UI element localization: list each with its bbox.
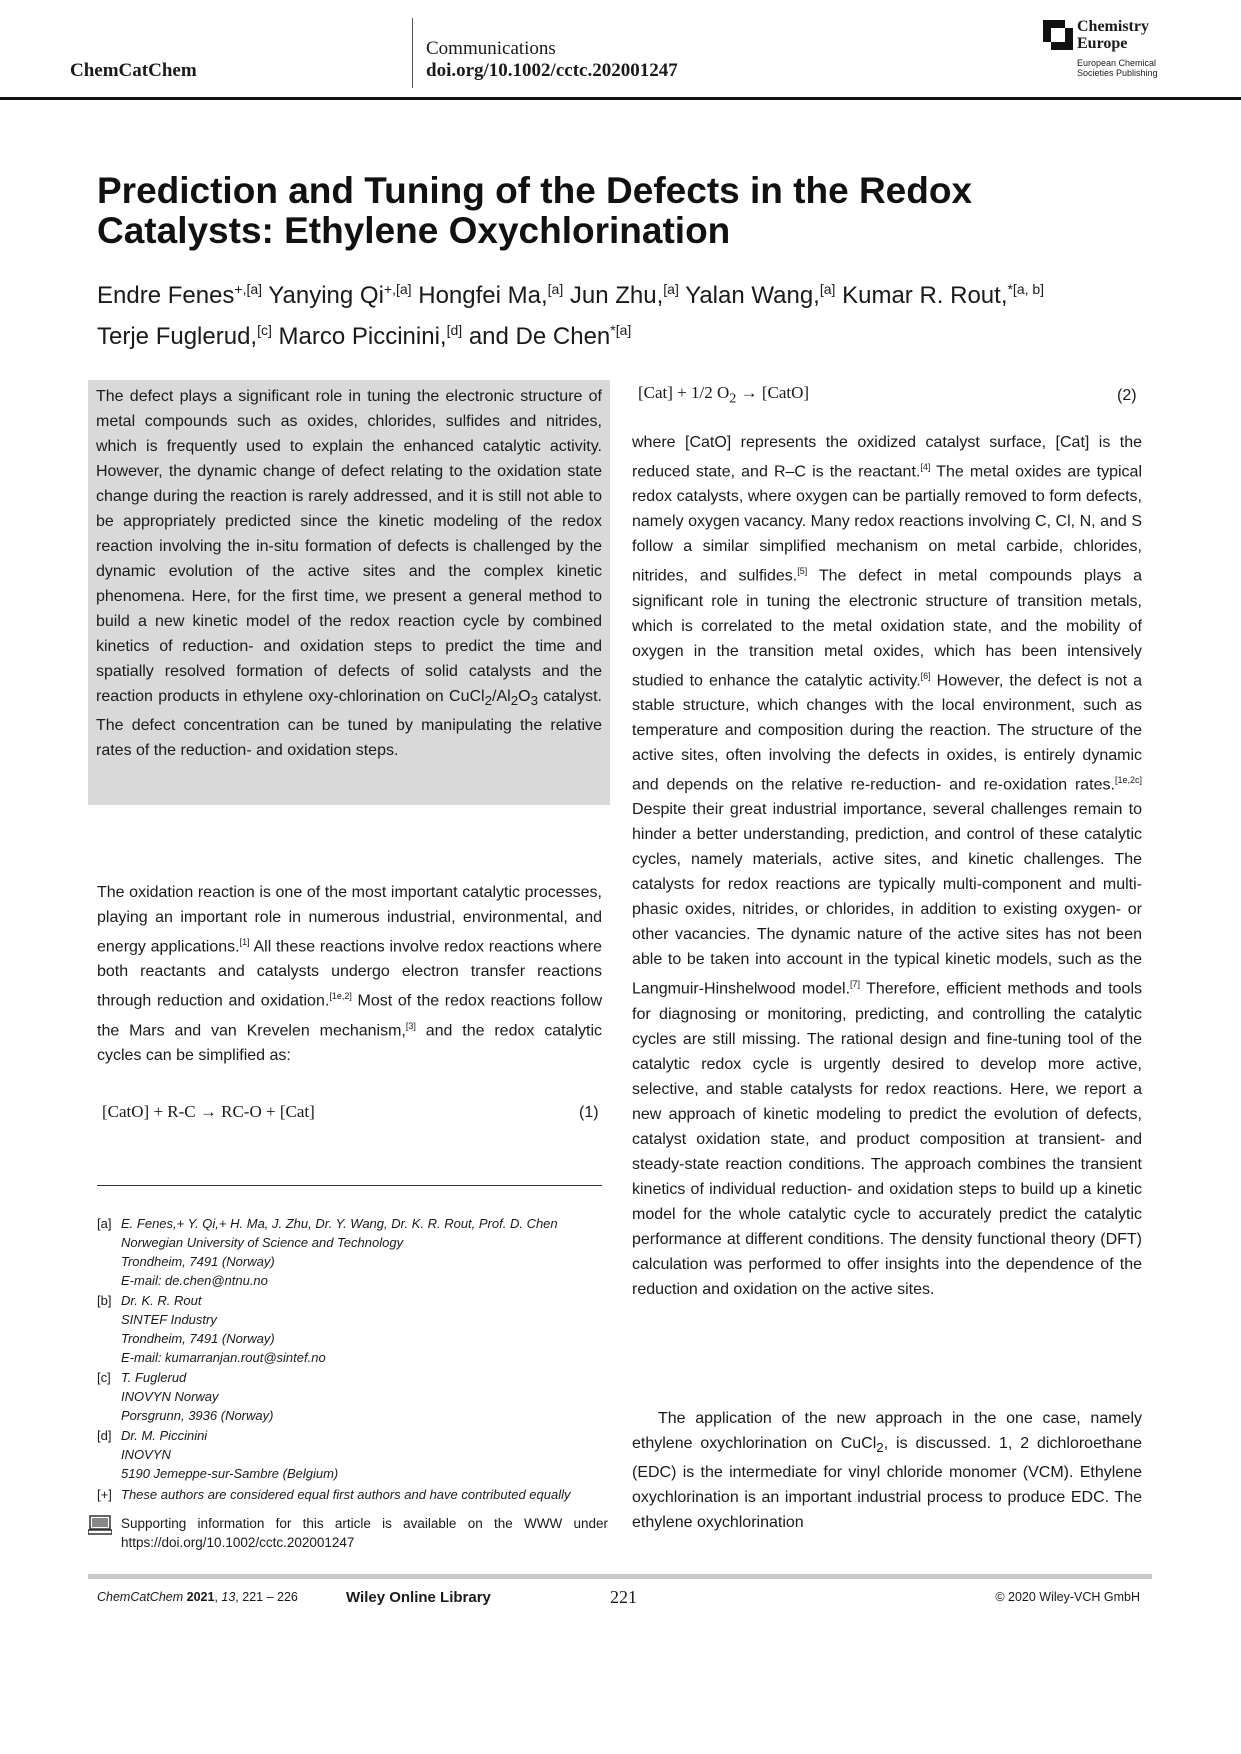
abstract-text: The defect plays a significant role in tuning the electronic structure of metal compounds such as oxides, chlorides, sulfides and nitrides, which is frequently used to explain the enhanced catalytic activity. However, the dynamic change of defect relating to the oxidation state change during the reaction is rarely addressed, and it is still not able to be appropriately predicted since the kinetic modeling of the redox reaction involving the in-situ formation of defects is challenged by the dynamic evolution of the active sites and the complex kinetic phenomena. Here, for the first time, we present a general method to build a new kinetic model of the redox reaction cycle by combined kinetics of reduction- and oxidation steps to predict the time and spatially resolved formation of defects of solid catalysts and the reaction products in ethylene oxy-chlorination on $CuCl_2/Al_2O_3$ catalyst. The defect concentration can be tuned by manipulating the relative rates of the reduction- and oxidation steps.	[96, 388, 602, 760]
author-name: and De Chen	[468, 323, 611, 350]
logo-subline-2: Societies Publishing	[1077, 68, 1158, 78]
citation[interactable]: [4]	[920, 462, 931, 472]
author-affiliation-mark: [d]	[446, 322, 463, 338]
computer-icon	[88, 1515, 112, 1535]
abstract-box	[88, 380, 610, 805]
logo-line-2: Europe	[1077, 35, 1128, 52]
author-list	[97, 272, 1157, 354]
citation[interactable]: [1e,2c]	[1114, 774, 1142, 785]
citation-line: ChemCatChem 2021, 13, 221 – 226	[97, 1590, 298, 1604]
journal-name: ChemCatChem	[70, 60, 197, 81]
author-name: Hongfei Ma,	[418, 282, 548, 309]
author-name: Kumar R. Rout,	[842, 282, 1008, 309]
equation-1: [CatO] + R-C → RC-O + [Cat]	[102, 1102, 315, 1121]
footnote	[97, 1291, 607, 1367]
page-number: 221	[610, 1587, 637, 1607]
doi-link[interactable]: doi.org/10.1002/cctc.202001247	[426, 60, 678, 81]
footnote-line: Porsgrunn, 3936 (Norway)	[121, 1408, 274, 1423]
footnote-line: INOVYN Norway	[121, 1389, 219, 1404]
footnote-label: [a]	[97, 1216, 112, 1231]
logo-subline-1: European Chemical	[1077, 58, 1157, 68]
citation[interactable]: [5]	[797, 566, 808, 577]
author-name: Marco Piccinini,	[278, 323, 447, 350]
footnote-line: SINTEF Industry	[121, 1312, 217, 1327]
footnote-line: 5190 Jemeppe-sur-Sambre (Belgium)	[121, 1466, 339, 1481]
author-name: Endre Fenes	[97, 282, 235, 309]
footnote-line[interactable]: E-mail: de.chen@ntnu.no	[121, 1273, 268, 1288]
footnote-label: [+]	[97, 1487, 112, 1502]
header-rule	[0, 97, 1241, 100]
footnote	[97, 1426, 607, 1483]
equation-1-number: (1)	[579, 1104, 599, 1121]
footnote-line: Trondheim, 7491 (Norway)	[121, 1254, 275, 1269]
author-affiliation-mark: [c]	[257, 322, 272, 338]
author-affiliation-mark: [a]	[547, 281, 564, 297]
chemistry-europe-logo	[1043, 18, 1223, 78]
wiley-online-library-link[interactable]: Wiley Online Library	[346, 1589, 491, 1606]
footnote-line: Norwegian University of Science and Technology	[121, 1235, 404, 1250]
footer-rule	[88, 1574, 1152, 1579]
author-affiliation-mark: [a]	[819, 281, 836, 297]
footnote-line: T. Fuglerud	[121, 1370, 187, 1385]
author-name: Yalan Wang,	[685, 282, 820, 309]
author-affiliation-mark: +,[a]	[234, 281, 263, 297]
footnote	[97, 1368, 607, 1425]
citation[interactable]: [6]	[920, 670, 931, 681]
footnote-line: Dr. K. R. Rout	[121, 1293, 202, 1308]
footnote-line: Dr. M. Piccinini	[121, 1428, 208, 1443]
footnote-label: [c]	[97, 1370, 111, 1385]
body-paragraph-right-2: The application of the new approach in the one case, namely ethylene oxychlorination on CuCl$_2$, is discussed. 1, 2 dichloroethane (EDC) is the intermediate for vinyl chloride monomer (VCM). Ethylene oxychlorination is an important industrial process to produce EDC. The ethylene oxychlorination	[632, 1410, 1142, 1532]
author-affiliation-mark: *[a, b]	[1007, 281, 1045, 297]
footnote-label: [b]	[97, 1293, 112, 1308]
footnote	[97, 1214, 607, 1290]
body-paragraph-right: where [CatO] represents the oxidized catalyst surface, [Cat] is the reduced state, and R–C is the reactant.[4] The metal oxides are typical redox catalysts, where oxygen can be partially removed to form defects, namely oxygen vacancy. Many redox reactions involving C, Cl, N, and S follow a similar simplified mechanism on metal carbide, chlorides, nitrides, and sulfides.[5] The defect in metal compounds plays a significant role in tuning the electronic structure of transition metals, which is correlated to the metal oxidation state, and the mobility of oxygen in the transition metal oxides, which has been intensively studied to enhance the catalytic activity.[6] However, the defect is not a stable structure, which changes with the local environment, such as temperature and composition during the reaction. The structure of the active sites, often involving the defects in oxides, is entirely dynamic and depends on the relative re-reduction- and re-oxidation rates.[1e,2c] Despite their great industrial importance, several challenges remain to hinder a better understanding, prediction, and control of these catalytic cycles, namely materials, active sites, and kinetic challenges. The catalysts for redox reactions are typically multi-component and multi-phasic oxides, nitrides, or chlorides, in addition to existing oxygen- or other vacancies. The dynamic nature of the active sites has not been able to be taken into account in the typical kinetic models, such as the Langmuir-Hinshelwood model.[7] Therefore, efficient methods and tools for diagnosing or monitoring, predicting, and controlling the catalytic cycles are still missing. The rational design and fine-tuning tool of the catalytic redox cycle is urgently desired to develop more active, selective, and stable catalysts for redox reactions. Here, we report a new approach of kinetic modeling to predict the evolution of defects, catalyst oxidation state, and product composition at transient- and steady-state reaction conditions. The approach combines the transient kinetics of individual reduction- and oxidation steps to build up a kinetic model for the whole catalytic cycle to accurately predict the catalytic performance at different conditions. The density functional theory (DFT) calculation was performed to offer insights into the dependence of the reduction and oxidation on the active sites.	[632, 434, 1143, 1298]
supporting-information	[88, 1514, 608, 1552]
equation-2: [Cat] + 1/2 $O_2$ → [CatO]	[638, 383, 810, 407]
author-name: Jun Zhu,	[569, 282, 664, 309]
chemistry-europe-icon	[1043, 20, 1073, 50]
intro-paragraph: The oxidation reaction is one of the most important catalytic processes, playing an important role in numerous industrial, environmental, and energy applications.[1] All these reactions involve redox reactions where both reactants and catalysts undergo electron transfer reactions through reduction and oxidation.[1e,2] Most of the redox reactions follow the Mars and van Krevelen mechanism,[3] and the redox catalytic cycles can be simplified as:	[97, 884, 603, 1064]
footnote-rule	[97, 1185, 602, 1186]
author-affiliation-mark: [a]	[663, 281, 679, 297]
supporting-information-text[interactable]: Supporting information for this article is available on the WWW under https://doi.org/10.1002/cctc.202001247	[121, 1516, 608, 1550]
footnote-line: E. Fenes,+ Y. Qi,+ H. Ma, J. Zhu, Dr. Y. Wang, Dr. K. R. Rout, Prof. D. Chen	[121, 1216, 558, 1231]
article-title: Prediction and Tuning of the Defects in the Redox Catalysts: Ethylene Oxychlorination	[97, 170, 973, 251]
footnote-line: These authors are considered equal first authors and have contributed equally	[121, 1487, 571, 1502]
equation-2-number: (2)	[1117, 387, 1137, 404]
author-name: Terje Fuglerud,	[97, 323, 258, 350]
footnote-line: Trondheim, 7491 (Norway)	[121, 1331, 275, 1346]
footnote-line[interactable]: E-mail: kumarranjan.rout@sintef.no	[121, 1350, 326, 1365]
author-affiliation-mark: +,[a]	[383, 281, 412, 297]
author-affiliation-mark: *[a]	[610, 322, 632, 338]
footnote	[97, 1485, 607, 1504]
citation[interactable]: [1]	[239, 937, 250, 947]
copyright: © 2020 Wiley-VCH GmbH	[995, 1590, 1140, 1604]
citation[interactable]: [1e,2]	[329, 991, 352, 1002]
citation[interactable]: [7]	[850, 979, 861, 990]
article-type: Communications	[426, 38, 556, 59]
footnote-label: [d]	[97, 1428, 112, 1443]
logo-line-1: Chemistry	[1077, 18, 1149, 35]
header-divider	[412, 18, 413, 88]
author-name: Yanying Qi	[268, 282, 384, 309]
footnote-line: INOVYN	[121, 1447, 171, 1462]
citation[interactable]: [3]	[405, 1020, 416, 1031]
